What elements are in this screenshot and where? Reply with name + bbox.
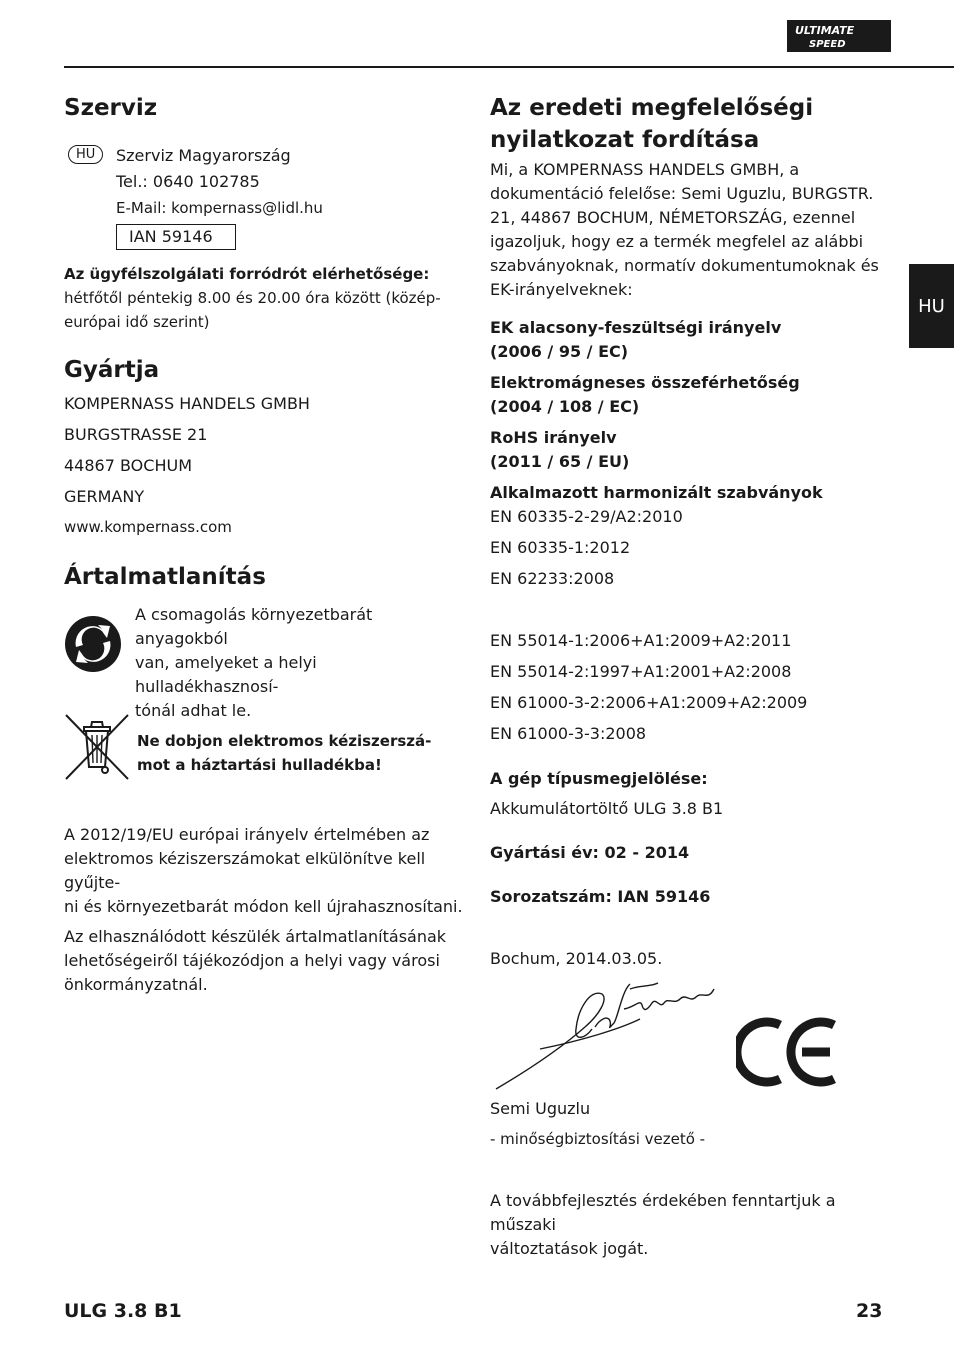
- packaging-text: A csomagolás környezetbarát anyagokból: [135, 605, 373, 648]
- directive-name: RoHS irányelv: [490, 428, 617, 447]
- directive-name: Elektromágneses összeférhetőség: [490, 373, 800, 392]
- footer-model: ULG 3.8 B1: [64, 1300, 182, 1322]
- disposal-paragraph-1: [64, 823, 464, 919]
- top-rule: [64, 66, 954, 68]
- standard-item: EN 61000-3-2:2006+A1:2009+A2:2009: [490, 693, 808, 712]
- ce-mark: [736, 1016, 840, 1088]
- packaging-block: [64, 603, 464, 720]
- directive-code: (2006 / 95 / EC): [490, 342, 629, 361]
- serial-number: Sorozatszám: IAN 59146: [490, 887, 711, 906]
- type-title: A gép típusmegjelölése:: [490, 769, 708, 788]
- standard-item: EN 55014-2:1997+A1:2001+A2:2008: [490, 662, 792, 681]
- intro-line: dokumentáció felelőse: Semi Uguzlu, BURGSTR.: [490, 184, 874, 203]
- closing-text: A továbbfejlesztés érdekében fenntartjuk a műszaki: [490, 1191, 836, 1234]
- standards-list-b: [490, 625, 890, 749]
- standard-item: EN 61000-3-3:2008: [490, 724, 647, 743]
- lv-directive: [490, 316, 890, 364]
- rohs-directive: [490, 426, 890, 474]
- place-date: Bochum, 2014.03.05.: [490, 949, 663, 968]
- left-column: [64, 92, 464, 997]
- packaging-text: van, amelyeket a helyi hulladékhasznosí-: [135, 653, 317, 696]
- address-line: BURGSTRASSE 21: [64, 425, 208, 444]
- country-badge: HU: [68, 145, 103, 164]
- closing-text: változtatások jogát.: [490, 1239, 649, 1258]
- disposal-text: ni és környezetbarát módon kell újrahasznosítani.: [64, 897, 463, 916]
- manufacturer-title: Gyártja: [64, 357, 160, 383]
- disposal-paragraph-2: [64, 925, 464, 997]
- declaration-title: nyilatkozat fordítása: [490, 127, 760, 153]
- production-year: Gyártási év: 02 - 2014: [490, 843, 690, 862]
- directive-code: (2004 / 108 / EC): [490, 397, 640, 416]
- address-line: 44867 BOCHUM: [64, 456, 192, 475]
- disposal-text: elektromos kéziszerszámokat elkülönítve kell gyűjte-: [64, 849, 426, 892]
- disposal-text: Az elhasználódott készülék ártalmatlanításának: [64, 927, 447, 946]
- type-value: Akkumulátortöltő ULG 3.8 B1: [490, 799, 724, 818]
- hotline-title: Az ügyfélszolgálati forródrót elérhetősége:: [64, 265, 430, 283]
- harmonized-title: Alkalmazott harmonizált szabványok: [490, 483, 823, 502]
- page-number: 23: [856, 1300, 883, 1322]
- weee-block: [64, 719, 464, 789]
- standard-item: EN 55014-1:2006+A1:2009+A2:2011: [490, 631, 792, 650]
- declaration-title: Az eredeti megfelelőségi: [490, 95, 814, 121]
- signer-role: - minőségbiztosítási vezető -: [490, 1130, 706, 1148]
- brand-logo: [787, 20, 891, 52]
- packaging-text: tónál adhat le.: [135, 701, 252, 720]
- service-name: Szerviz Magyarország: [116, 146, 291, 165]
- crossed-bin-icon: [64, 713, 130, 781]
- hotline-line: hétfőtől péntekig 8.00 és 20.00 óra között (közép-: [64, 289, 441, 307]
- standard-item: EN 60335-2-29/A2:2010: [490, 507, 683, 526]
- closing-note: [490, 1189, 890, 1261]
- service-email: E-Mail: kompernass@lidl.hu: [116, 199, 323, 217]
- service-title: Szerviz: [64, 95, 158, 121]
- disposal-text: lehetőségeiről tájékozódjon a helyi vagy városi: [64, 951, 440, 970]
- address-line: GERMANY: [64, 487, 145, 506]
- directive-name: EK alacsony-feszültségi irányelv: [490, 318, 782, 337]
- standard-item: EN 60335-1:2012: [490, 538, 631, 557]
- logo-text-top: ULTIMATE: [795, 24, 855, 37]
- intro-line: igazoljuk, hogy ez a termék megfelel az alábbi: [490, 232, 864, 251]
- disposal-text: A 2012/19/EU európai irányelv értelmében az: [64, 825, 430, 844]
- manufacturer-website: www.kompernass.com: [64, 518, 232, 536]
- disposal-title: Ártalmatlanítás: [64, 564, 266, 590]
- weee-warning: mot a háztartási hulladékba!: [137, 756, 382, 774]
- address-line: KOMPERNASS HANDELS GMBH: [64, 394, 310, 413]
- directive-code: (2011 / 65 / EU): [490, 452, 630, 471]
- service-tel: Tel.: 0640 102785: [116, 172, 260, 191]
- language-tab: HU: [909, 264, 954, 348]
- recycling-icon: [64, 615, 122, 673]
- ian-box: IAN 59146: [116, 224, 236, 250]
- standard-item: EN 62233:2008: [490, 569, 615, 588]
- hotline-line: európai idő szerint): [64, 313, 210, 331]
- signature-area: [490, 971, 890, 1097]
- standards-list-a: [490, 501, 890, 594]
- manufacturer-address: [64, 388, 464, 543]
- emc-directive: [490, 371, 890, 419]
- signer-name: Semi Uguzlu: [490, 1099, 591, 1118]
- intro-line: Mi, a KOMPERNASS HANDELS GMBH, a: [490, 160, 800, 179]
- logo-text-bottom: SPEED: [809, 39, 846, 50]
- intro-line: szabványoknak, normatív dokumentumoknak és: [490, 256, 879, 275]
- intro-line: EK-irányelveknek:: [490, 280, 633, 299]
- disposal-text: önkormányzatnál.: [64, 975, 208, 994]
- signature: [490, 979, 720, 1094]
- right-column: [490, 92, 890, 1261]
- declaration-intro: [490, 158, 890, 302]
- intro-line: 21, 44867 BOCHUM, NÉMETORSZÁG, ezennel: [490, 208, 856, 227]
- weee-warning: Ne dobjon elektromos kéziszerszá-: [137, 732, 432, 750]
- service-block: [64, 144, 464, 250]
